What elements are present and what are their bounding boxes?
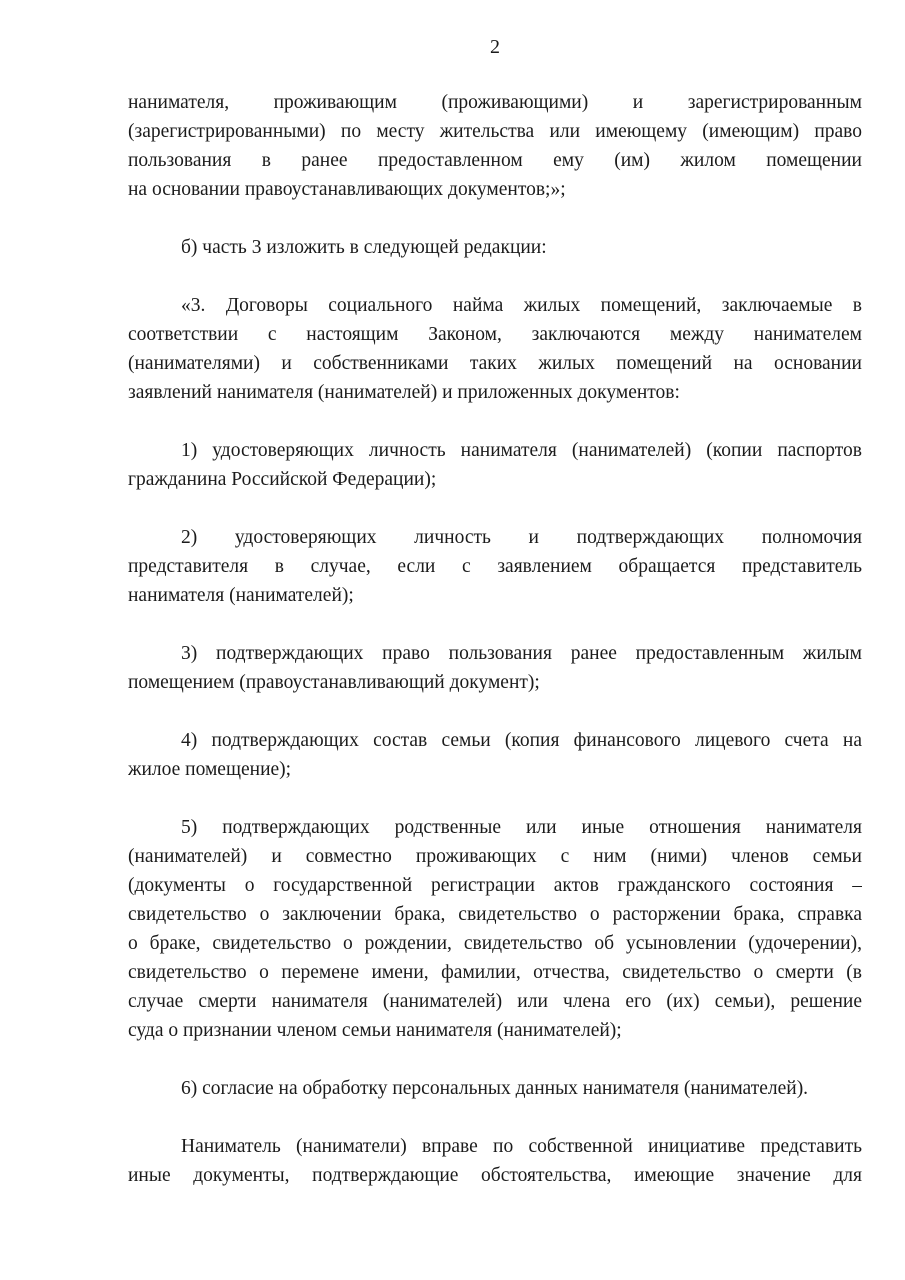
text-line: иные документы, подтверждающие обстоятельства, имеющие значение для — [128, 1165, 862, 1186]
paragraph-continuation-item-a — [128, 88, 862, 204]
text-line: (документы о государственной регистрации актов гражданского состояния – — [128, 875, 862, 896]
text-line: нанимателя (нанимателей); — [128, 585, 354, 606]
text-line: свидетельство о заключении брака, свидетельство о расторжении брака, справка — [128, 904, 862, 925]
text-line: нанимателя, проживающим (проживающими) и зарегистрированным — [128, 92, 862, 113]
paragraph-item-b — [128, 233, 862, 262]
text-line: суда о признании членом семьи нанимателя (нанимателей); — [128, 1020, 622, 1041]
text-line: (зарегистрированными) по месту жительства или имеющему (имеющим) право — [128, 121, 862, 142]
text-line: (нанимателями) и собственниками таких жилых помещений на основании — [128, 353, 862, 374]
paragraph-subitem-1 — [128, 436, 862, 494]
paragraph-subitem-6 — [128, 1074, 862, 1103]
text-line: (нанимателей) и совместно проживающих с ним (ними) членов семьи — [128, 846, 862, 867]
text-line: Наниматель (наниматели) вправе по собственной инициативе представить — [181, 1136, 862, 1157]
text-line: помещением (правоустанавливающий документ); — [128, 672, 540, 693]
paragraph-subitem-3 — [128, 639, 862, 697]
page-number: 2 — [490, 36, 500, 58]
paragraph-subitem-5 — [128, 813, 862, 1045]
text-line: соответствии с настоящим Законом, заключаются между нанимателем — [128, 324, 862, 345]
text-line: гражданина Российской Федерации); — [128, 469, 437, 490]
text-line: представителя в случае, если с заявлением обращается представитель — [128, 556, 862, 577]
text-line: о браке, свидетельство о рождении, свидетельство об усыновлении (удочерении), — [128, 933, 862, 954]
paragraph-closing — [128, 1132, 862, 1190]
document-body — [128, 88, 862, 1190]
text-line: на основании правоустанавливающих документов;»; — [128, 179, 566, 200]
paragraph-subitem-2 — [128, 523, 862, 610]
text-line: жилое помещение); — [128, 759, 292, 780]
text-line: 1) удостоверяющих личность нанимателя (нанимателей) (копии паспортов — [181, 440, 862, 461]
paragraph-subitem-4 — [128, 726, 862, 784]
text-line: пользования в ранее предоставленном ему (им) жилом помещении — [128, 150, 862, 171]
text-line: 4) подтверждающих состав семьи (копия финансового лицевого счета на — [181, 730, 862, 751]
text-line: 3) подтверждающих право пользования ранее предоставленным жилым — [181, 643, 862, 664]
text-line: 5) подтверждающих родственные или иные отношения нанимателя — [181, 817, 862, 838]
text-line: 6) согласие на обработку персональных данных нанимателя (нанимателей). — [181, 1078, 809, 1099]
paragraph-part-3 — [128, 291, 862, 407]
text-line: заявлений нанимателя (нанимателей) и приложенных документов: — [128, 382, 680, 403]
text-line: свидетельство о перемене имени, фамилии, отчества, свидетельство о смерти (в — [128, 962, 862, 983]
text-line: случае смерти нанимателя (нанимателей) или члена его (их) семьи), решение — [128, 991, 862, 1012]
text-line: 2) удостоверяющих личность и подтверждающих полномочия — [181, 527, 862, 548]
text-line: б) часть 3 изложить в следующей редакции: — [181, 237, 547, 258]
text-line: «3. Договоры социального найма жилых помещений, заключаемые в — [181, 295, 862, 316]
